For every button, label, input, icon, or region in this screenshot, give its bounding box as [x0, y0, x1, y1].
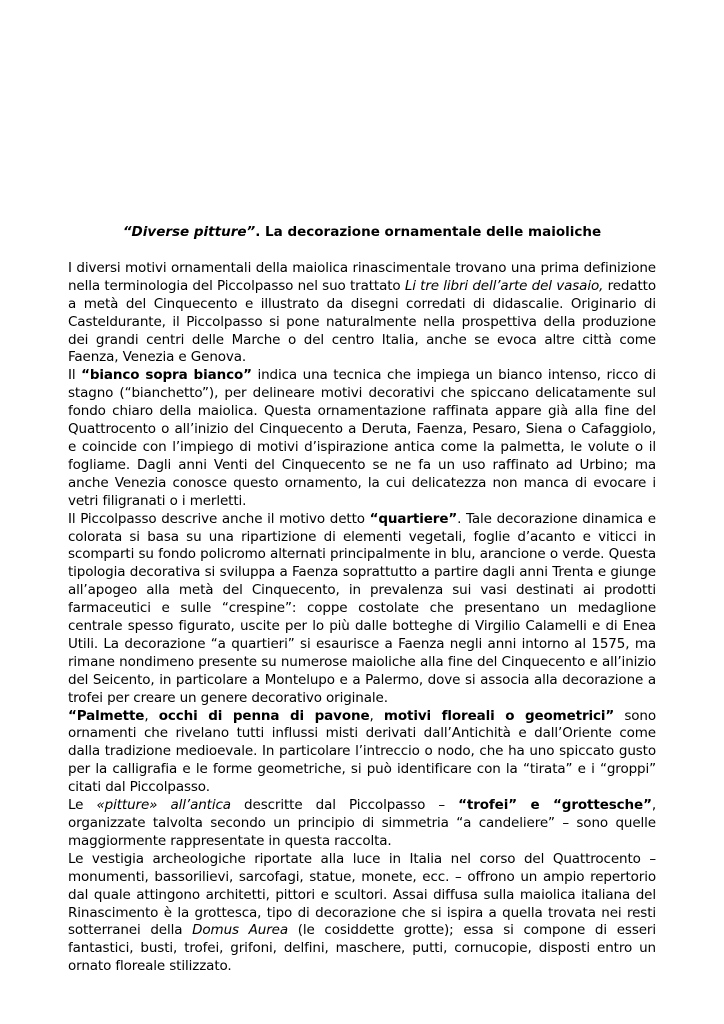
p5-term: “trofei” e “grottesche” — [458, 797, 652, 814]
paragraph-palmette — [68, 708, 656, 798]
document-title — [68, 224, 656, 242]
paragraph-vestigia — [68, 851, 656, 976]
p5-italic: «pitture» all’antica — [96, 797, 231, 814]
p5-text-2: descritte dal Piccolpasso – — [230, 797, 459, 814]
title-rest: . La decorazione ornamentale delle maioliche — [255, 224, 602, 240]
paragraph-intro — [68, 260, 656, 367]
p6-text-2: (le cosiddette grotte); essa si compone di esseri fantastici, busti, trofei, grifoni, delfini, maschere, putti, cornucopie, disposti entro un ornato floreale stilizzato. — [68, 922, 656, 975]
title-italic: “Diverse pitture” — [122, 224, 256, 240]
paragraph-pitture-antica — [68, 797, 656, 851]
p2-term: “bianco sopra bianco” — [81, 367, 252, 384]
p2-text-2: indica una tecnica che impiega un bianco intenso, ricco di stagno (“bianchetto”), per delineare motivi decorativi che spiccano delicatamente sul fondo chiaro della maiolica. Questa ornamentazione raffinata appare già alla fine del Quattrocento o all’inizio del Cinquecento a Deruta, Faenza, Pesaro, Siena o Cafaggiolo, e coincide con l’impiego di motivi d’ispirazione antica come la palmetta, le volute o il fogliame. Dagli anni Venti del Cinquecento se ne fa un uso raffinato ad Urbino; ma anche Venezia conosce questo ornamento, la cui delicatezza non manca di evocare i vetri filigranati o i merletti. — [68, 367, 656, 509]
p4-term-2: occhi di penna di pavone — [158, 707, 370, 724]
p4-sep-2: , — [369, 707, 384, 724]
p1-text-1: I diversi motivi ornamentali della maiolica rinascimentale trovano una prima definizione nella terminologia del Piccolpasso nel suo trattato — [68, 259, 656, 294]
p1-book-title: Li tre libri dell’arte del vasaio, — [404, 277, 604, 294]
p6-italic: Domus Aurea — [192, 922, 288, 939]
p3-text-1: Il Piccolpasso descrive anche il motivo detto — [68, 510, 370, 527]
p3-term: “quartiere” — [369, 510, 458, 527]
p3-text-2: . Tale decorazione dinamica e colorata si basa su una ripartizione di elementi vegetali, foglie d’acanto e viticci in scomparti su fondo policromo alternati principalmente in blu, arancione o verde. Questa tipologia decorativa si sviluppa a Faenza soprattutto a partire dagli anni Trenta e giunge all’apogeo alla metà del Cinquecento, in prevalenza sui vasi destinati ai prodotti farmaceutici e sulle “crespine”: coppe costolate che presentano un medaglione centrale spesso figurato, uscite per lo più dalle botteghe di Virgilio Calamelli e di Enea Utili. La decorazione “a quartieri” si esaurisce a Faenza negli anni intorno al 1575, ma rimane nondimeno presente su numerose maioliche alla fine del Cinquecento e all’inizio del Seicento, in particolare a Montelupo e a Palermo, dove si associa alla decorazione a trofei per creare un genere decorativo originale. — [68, 510, 656, 706]
p4-term-1: “Palmette — [68, 707, 145, 724]
paragraph-bianco-sopra-bianco — [68, 367, 656, 510]
p1-text-2: redatto a metà del Cinquecento e illustrato da disegni corredati di didascalie. Originario di Casteldurante, il Piccolpasso si pone naturalmente nella prospettiva della produzione dei grandi centri delle Marche o del centro Italia, anche se evoca altre città come Faenza, Venezia e Genova. — [68, 277, 656, 366]
paragraph-quartiere — [68, 511, 656, 708]
p4-sep-1: , — [144, 707, 159, 724]
p4-term-3: motivi floreali o geometrici” — [383, 707, 615, 724]
p5-text-1: Le — [68, 797, 97, 814]
p2-text-1: Il — [68, 367, 82, 384]
document-page — [68, 224, 656, 976]
p6-text-1: Le vestigia archeologiche riportate alla luce in Italia nel corso del Quattrocento – monumenti, bassorilievi, sarcofagi, statue, monete, ecc. – offrono un ampio repertorio dal quale attingono architetti, pittori e scultori. Assai diffusa sulla maiolica italiana del Rinascimento è la grottesca, tipo di decorazione che si ispira a quella trovata nei resti sotterranei della — [68, 850, 656, 939]
p4-text: sono ornamenti che rivelano tutti influssi misti derivati dall’Antichità e dall’Oriente come dalla tradizione medioevale. In particolare l’intreccio o nodo, che ha uno spiccato gusto per la calligrafia e le forme geometriche, si può identificare con la “tirata” e i “groppi” citati dal Piccolpasso. — [68, 707, 656, 796]
p5-text-3: , organizzate talvolta secondo un principio di simmetria “a candeliere” – sono quelle maggiormente rappresentate in questa raccolta. — [68, 797, 656, 849]
